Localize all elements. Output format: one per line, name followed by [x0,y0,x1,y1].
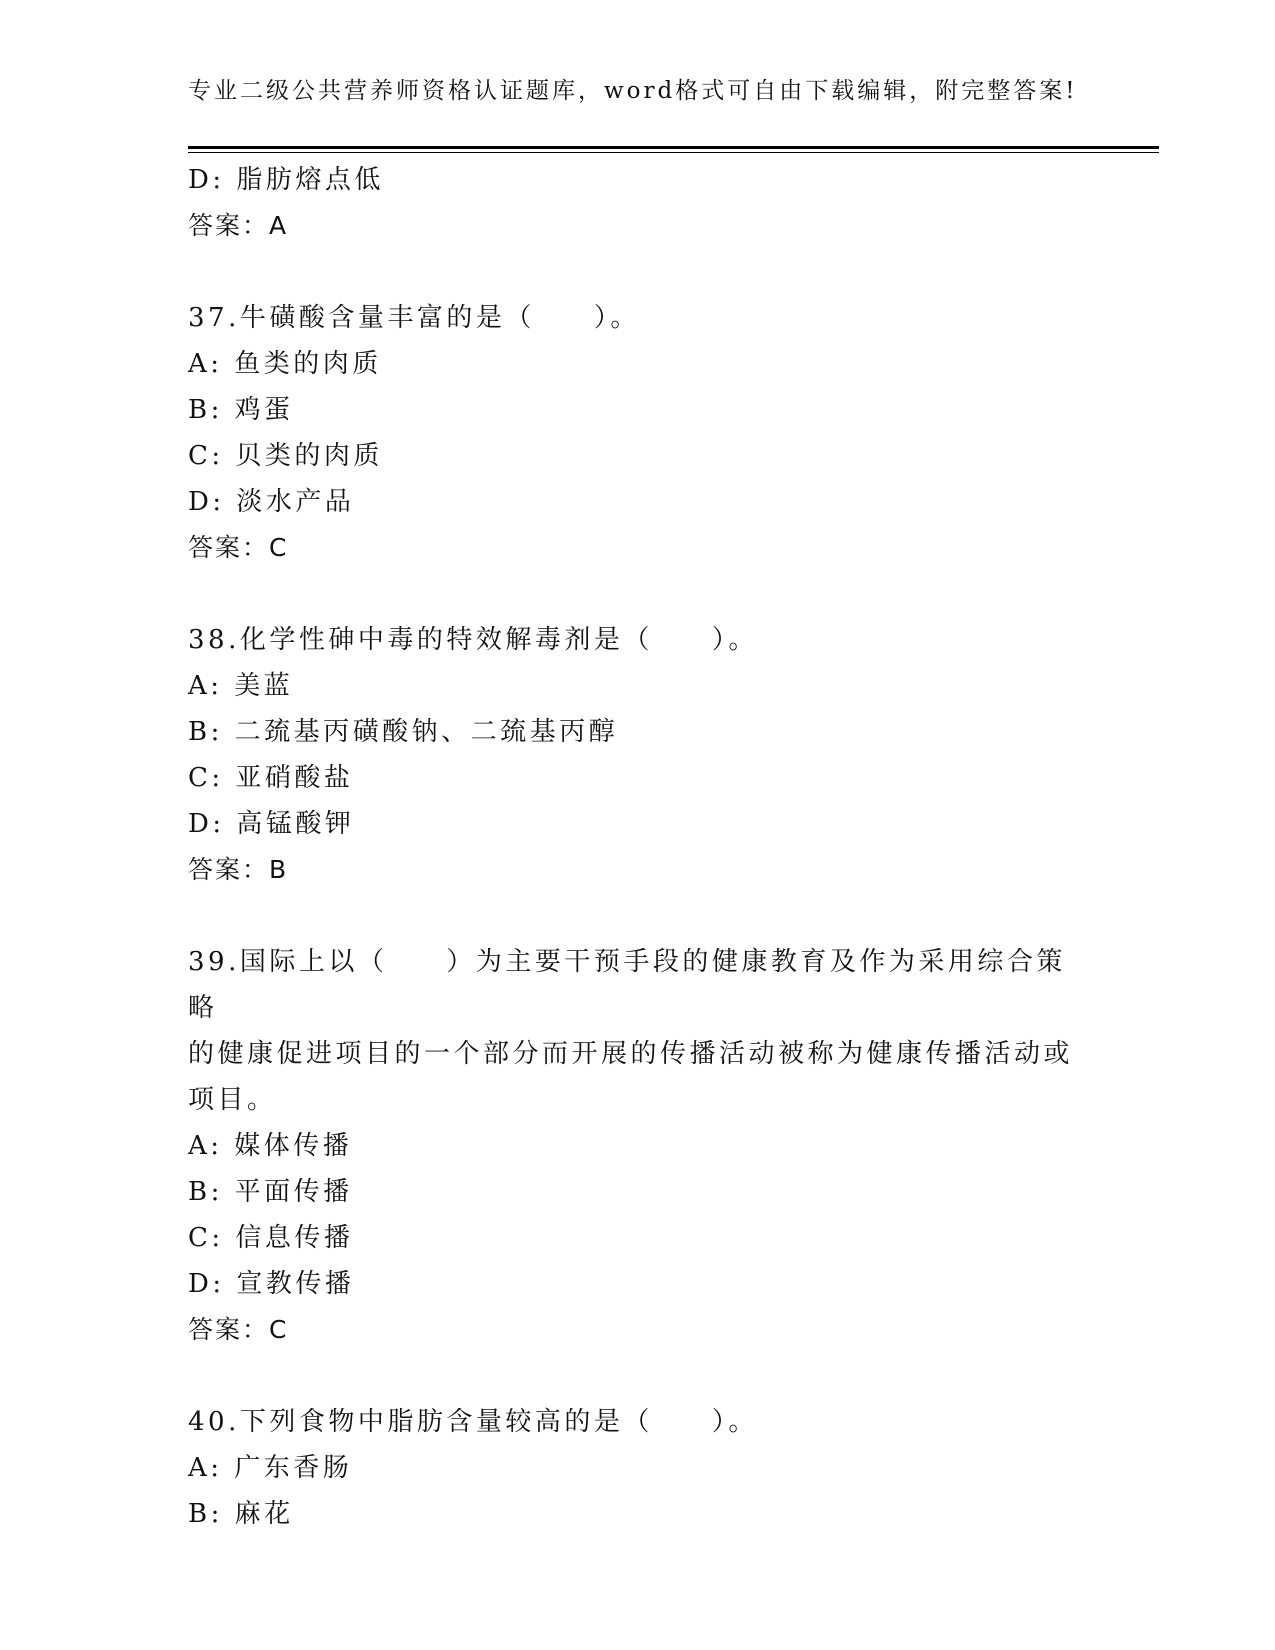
spacer [188,893,1088,939]
question-stem: 37.牛磺酸含量丰富的是（ ）。 [188,303,640,333]
question-block-39 [188,939,1088,1353]
question-stem-line-1: 39.国际上以（ ）为主要干预手段的健康教育及作为采用综合策略 [188,947,1066,1023]
option-c: C: 信息传播 [188,1223,354,1253]
spacer [188,1353,1088,1399]
option-d: D: 宣教传播 [188,1269,355,1299]
answer: 答案：C [188,533,289,562]
prev-answer: 答案：A [188,211,289,240]
question-block-40 [188,1399,1088,1537]
option-b: B: 鸡蛋 [188,395,294,425]
answer: 答案：B [188,855,289,884]
question-block-38 [188,617,1088,893]
question-stem: 38.化学性砷中毒的特效解毒剂是（ ）。 [188,625,758,655]
header-rule-thin [188,152,1159,153]
prev-option-d: D: 脂肪熔点低 [188,165,384,195]
option-c: C: 贝类的肉质 [188,441,383,471]
option-d: D: 淡水产品 [188,487,355,517]
question-stem: 40.下列食物中脂肪含量较高的是（ ）。 [188,1407,758,1437]
option-a: A: 鱼类的肉质 [188,349,382,379]
question-block-37 [188,295,1088,571]
page-header: 专业二级公共营养师资格认证题库，word格式可自由下载编辑，附完整答案! [188,78,1078,104]
option-d: D: 高锰酸钾 [188,809,355,839]
question-stem-line-3: 项目。 [188,1085,277,1115]
question-stem-line-2: 的健康促进项目的一个部分而开展的传播活动被称为健康传播活动或 [188,1039,1074,1069]
option-a: A: 媒体传播 [188,1131,353,1161]
option-b: B: 平面传播 [188,1177,353,1207]
option-c: C: 亚硝酸盐 [188,763,354,793]
question-content [188,157,1088,1537]
option-a: A: 广东香肠 [188,1453,353,1483]
spacer [188,249,1088,295]
header-rule-thick [188,146,1159,149]
option-a: A: 美蓝 [188,671,294,701]
answer: 答案：C [188,1315,289,1344]
option-b: B: 二巯基丙磺酸钠、二巯基丙醇 [188,717,619,747]
option-b: B: 麻花 [188,1499,294,1529]
spacer [188,571,1088,617]
